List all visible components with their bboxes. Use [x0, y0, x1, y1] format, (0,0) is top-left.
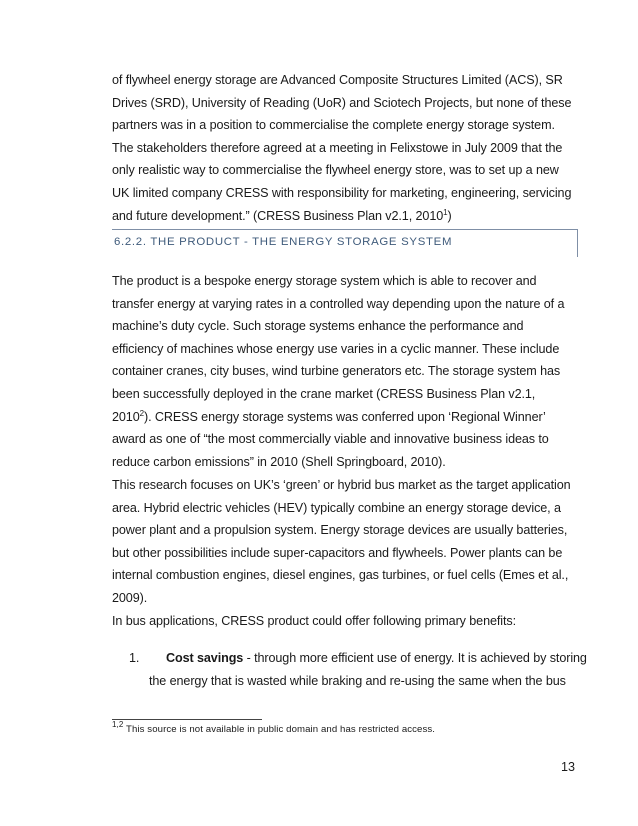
text-line: efficiency of machines whose energy use varies in a cyclic manner. These include [112, 341, 560, 356]
text-line: transfer energy at varying rates in a controlled way depending upon the nature of a [112, 296, 565, 311]
text-line: only realistic way to commercialise the flywheel energy store, was to set up a new [112, 163, 559, 178]
text-line: internal combustion engines, diesel engines, gas turbines, or fuel cells (Emes et al., [112, 568, 569, 583]
text-line: container cranes, city buses, wind turbine generators etc. The storage system has [112, 364, 561, 379]
list-item-title: Cost savings [166, 651, 244, 665]
text-line: machine’s duty cycle. Such storage systems enhance the performance and [112, 319, 524, 334]
text-line: This research focuses on UK’s ‘green’ or hybrid bus market as the target application [112, 478, 571, 492]
list-item-text: - through more efficient use of energy. It is achieved by storing [243, 651, 587, 665]
text-line: The stakeholders therefore agreed at a meeting in Felixstowe in July 2009 that the [112, 140, 563, 155]
paragraph-1 [112, 69, 582, 227]
list-number: 1. [129, 651, 140, 665]
page-number: 13 [561, 760, 576, 774]
text-continuation: ). CRESS energy storage systems was conferred upon ‘Regional Winner’ [143, 409, 546, 424]
text-line: power plant and a propulsion system. Energy storage devices are usually batteries, [112, 523, 568, 538]
text-line [112, 205, 582, 228]
text-line: been successfully deployed in the crane market (CRESS Business Plan v2.1, [112, 386, 536, 401]
text-line: of flywheel energy storage are Advanced Composite Structures Limited (ACS), SR [112, 73, 563, 87]
list-item-continuation: the energy that is wasted while braking and re-using the same when the bus [149, 673, 566, 688]
citation-close: ) [447, 208, 452, 223]
text-line: 2009). [112, 590, 148, 605]
citation-year: 2010 [112, 409, 140, 424]
paragraph-4 [112, 610, 582, 633]
footnote-separator [112, 719, 262, 720]
text-line: UK limited company CRESS with responsibility for marketing, engineering, servicing [112, 185, 572, 200]
footnote [112, 720, 436, 735]
text-line [112, 406, 582, 429]
text-line: award as one of “the most commercially viable and innovative business ideas to [112, 432, 549, 447]
citation-text: and future development.” (CRESS Business Plan v2.1, 2010 [112, 208, 444, 223]
list-item [112, 647, 587, 670]
footnote-marker: 1,2 [112, 720, 124, 729]
text-line: The product is a bespoke energy storage system which is able to recover and [112, 274, 537, 288]
footnote-ref: 1 [443, 207, 448, 217]
text-line: In bus applications, CRESS product could offer following primary benefits: [112, 614, 516, 628]
text-line: reduce carbon emissions” in 2010 (Shell Springboard, 2010). [112, 454, 446, 469]
footnote-text: This source is not available in public domain and has restricted access. [123, 724, 436, 735]
section-heading: 6.2.2. THE PRODUCT - THE ENERGY STORAGE SYSTEM [114, 236, 453, 248]
benefits-list [112, 647, 587, 692]
footnote-ref: 2 [139, 408, 144, 418]
text-line: Drives (SRD), University of Reading (UoR) and Sciotech Projects, but none of these [112, 95, 572, 110]
text-line: but other possibilities include super-capacitors and flywheels. Power plants can be [112, 545, 563, 560]
text-line: partners was in a position to commercialise the complete energy storage system. [112, 118, 555, 133]
text-line: area. Hybrid electric vehicles (HEV) typically combine an energy storage device, a [112, 500, 561, 515]
paragraph-3 [112, 474, 582, 610]
paragraph-2 [112, 270, 582, 473]
